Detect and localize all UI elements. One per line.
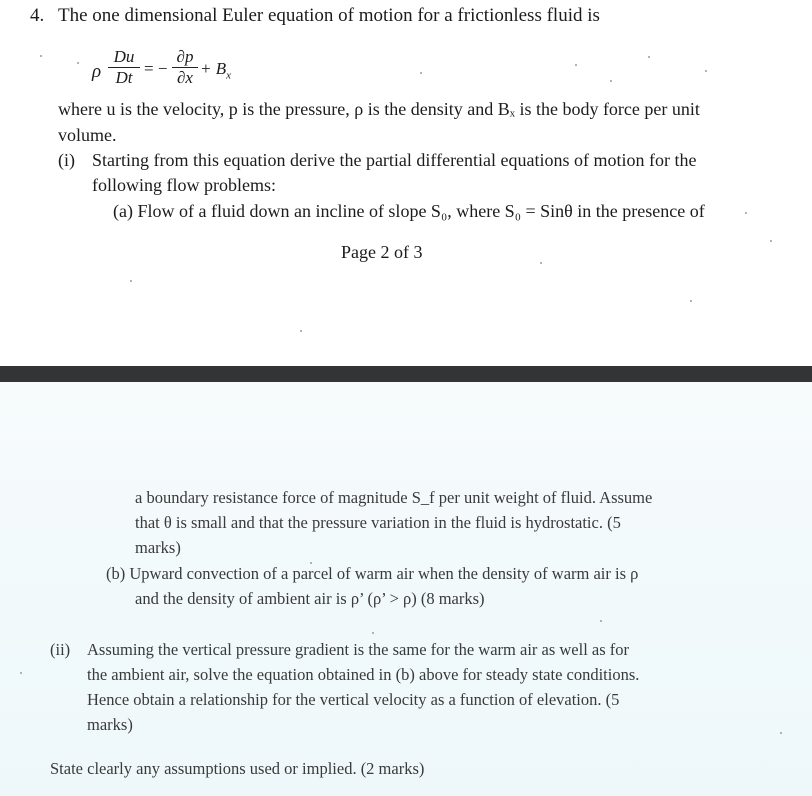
part-i-line1: Starting from this equation derive the partial differential equations of motion for the (92, 150, 697, 170)
part-ii-line1: Assuming the vertical pressure gradient is the same for the warm air as well as for (87, 640, 630, 659)
cont-line2: that θ is small and that the pressure variation in the fluid is hydrostatic. (5 (135, 513, 621, 532)
part-ii-line2: the ambient air, solve the equation obtained in (b) above for steady state conditions. (87, 665, 640, 684)
page-bottom (0, 382, 812, 796)
part-ii-label: (ii) (50, 640, 71, 659)
eq-rho: ρ (92, 61, 102, 82)
final-instruction: State clearly any assumptions used or implied. (2 marks) (50, 759, 425, 778)
cont-line1: a boundary resistance force of magnitude S_f per unit weight of fluid. Assume (135, 488, 653, 507)
eq-rhs-den: ∂x (177, 68, 193, 87)
part-a-line: (a) Flow of a fluid down an incline of slope S₀, where S₀ = Sinθ in the presence of (113, 201, 705, 221)
part-b-line2: and the density of ambient air is ρ’ (ρ’ > ρ) (8 marks) (135, 589, 485, 608)
eq-rhs-fraction (172, 48, 198, 87)
eq-body-sub: x (226, 69, 231, 82)
where-line: where u is the velocity, p is the pressure, ρ is the density and Bₓ is the body force per unit (58, 99, 700, 119)
eq-equals-minus: = − (144, 59, 168, 78)
eq-lhs-num: Du (113, 47, 135, 66)
question-intro: The one dimensional Euler equation of motion for a frictionless fluid is (58, 5, 600, 26)
volume-line: volume. (58, 125, 117, 145)
eq-lhs-fraction (108, 48, 140, 87)
part-ii-line3: Hence obtain a relationship for the vertical velocity as a function of elevation. (5 (87, 690, 620, 709)
page-divider (0, 366, 812, 382)
part-i-label: (i) (58, 150, 75, 170)
cont-line3: marks) (135, 538, 181, 557)
part-i-line2: following flow problems: (92, 175, 276, 195)
part-b-line1: (b) Upward convection of a parcel of warm air when the density of warm air is ρ (106, 564, 639, 583)
eq-body-force: + $B_x$ (200, 59, 231, 82)
question-number: 4. (30, 5, 45, 26)
page-top (0, 0, 812, 366)
eq-rhs-num: ∂p (176, 47, 194, 66)
page-footer: Page 2 of 3 (341, 242, 423, 262)
eq-lhs-den: Dt (115, 68, 133, 87)
part-ii-line4: marks) (87, 715, 133, 734)
